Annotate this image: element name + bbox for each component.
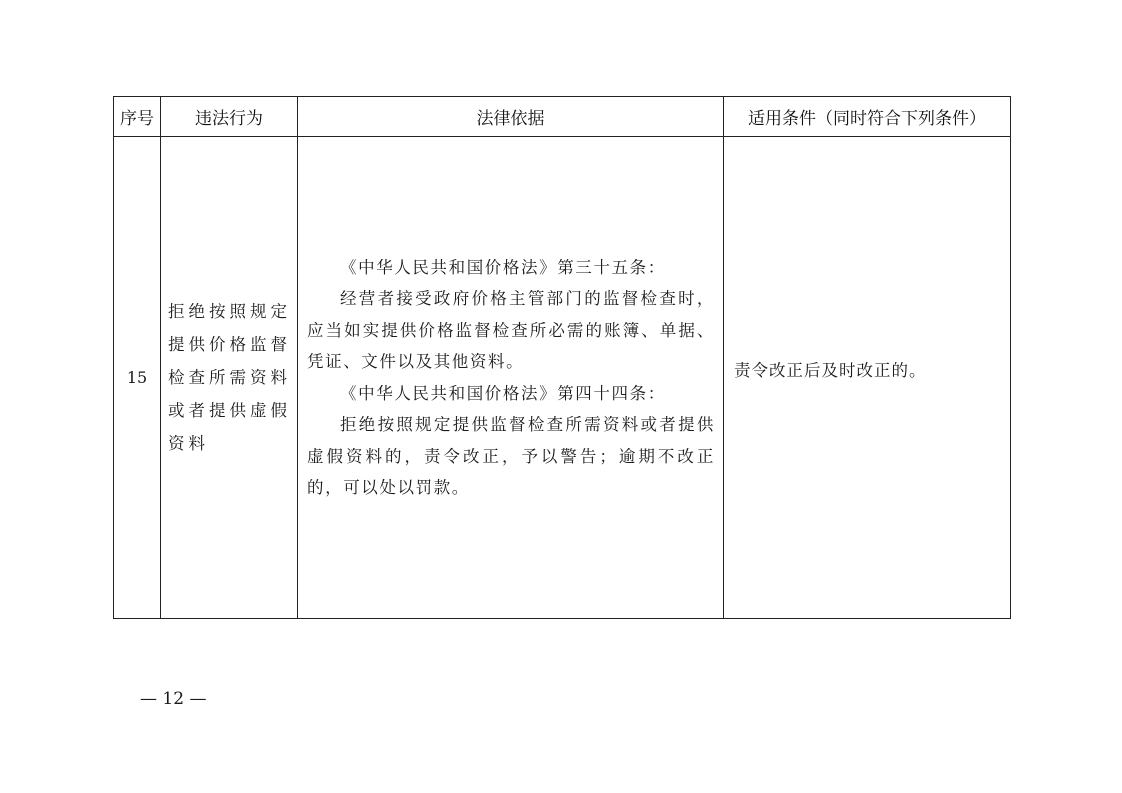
- header-serial-number: 序号: [114, 97, 161, 137]
- law-article-title-35: 《中华人民共和国价格法》第三十五条：: [340, 257, 666, 277]
- cell-serial-number: 15: [114, 137, 161, 619]
- table-header-row: [114, 97, 1011, 137]
- cell-applicable-conditions: [724, 137, 1011, 619]
- table-row: [114, 137, 1011, 619]
- law-article-title-44: 《中华人民共和国价格法》第四十四条：: [340, 383, 666, 403]
- cell-legal-basis: [298, 137, 724, 619]
- law-article-body-44: 拒绝按照规定提供监督检查所需资料或者提供虚假资料的，责令改正，予以警告；逾期不改正的，可以处以罚款。: [307, 415, 715, 497]
- law-article-body-35: 经营者接受政府价格主管部门的监督检查时，应当如实提供价格监督检查所必需的账簿、单据、凭证、文件以及其他资料。: [307, 289, 715, 371]
- condition-text: 责令改正后及时改正的。: [734, 360, 927, 380]
- header-violation: 违法行为: [161, 97, 298, 137]
- regulation-table: [113, 96, 1011, 619]
- page-number: — 12 —: [140, 689, 207, 709]
- violation-text: 拒绝按照规定提供价格监督检查所需资料或者提供虚假资料: [168, 302, 291, 453]
- header-applicable-conditions: 适用条件（同时符合下列条件）: [724, 97, 1011, 137]
- cell-violation: [161, 137, 298, 619]
- legal-basis-text: [298, 252, 723, 504]
- header-legal-basis: 法律依据: [298, 97, 724, 137]
